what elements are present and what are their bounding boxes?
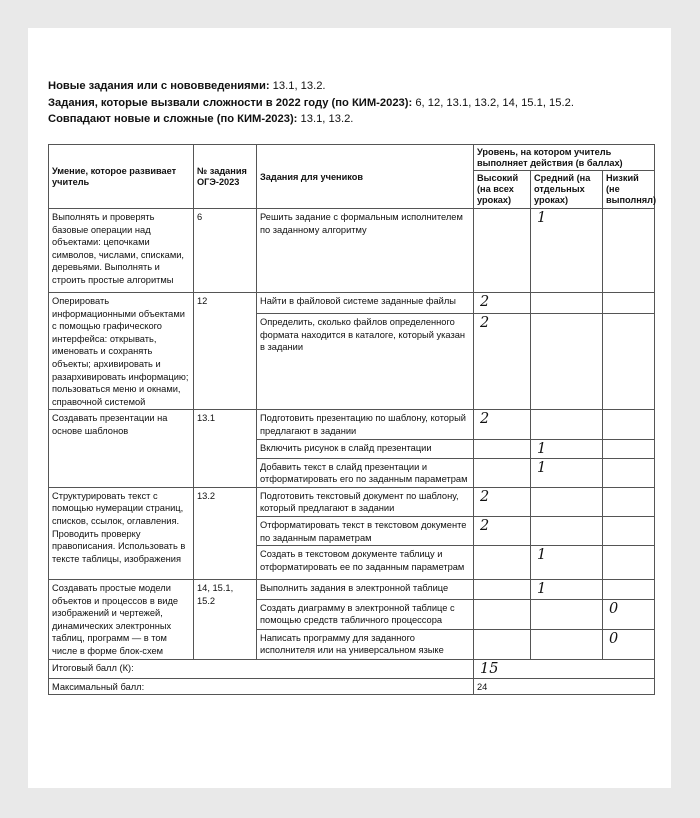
score-value: 1 (537, 440, 547, 457)
intro-line-overlap-value: 13.1, 13.2. (297, 113, 354, 125)
skill-cell: Оперировать информационными объектами с помощью графического интерфейса: открывать, именовать и сохранять объекты; архивировать и разархивировать информацию; пользоваться меню и окнами, справочной системой (49, 293, 194, 410)
score-low-cell (603, 599, 655, 629)
intro-line-new-value: 13.1, 13.2. (269, 80, 326, 92)
score-high-cell (474, 629, 531, 659)
score-medium-cell (531, 410, 603, 439)
score-medium-cell (531, 209, 603, 293)
skill-cell: Создавать презентации на основе шаблонов (49, 410, 194, 487)
skills-table (48, 144, 655, 695)
total-row (49, 659, 655, 678)
max-value: 24 (474, 678, 655, 695)
max-row (49, 678, 655, 695)
score-medium-cell (531, 439, 603, 458)
task-number-cell: 13.1 (194, 410, 257, 487)
task-cell: Подготовить презентацию по шаблону, который предлагают в задании (257, 410, 474, 439)
intro-line-new-label: Новые задания или с нововведениями: (48, 80, 270, 92)
score-medium-cell (531, 314, 603, 410)
table-row (49, 293, 655, 314)
score-high-cell (474, 487, 531, 516)
score-high-cell (474, 314, 531, 410)
score-high-cell (474, 516, 531, 545)
score-high-cell (474, 293, 531, 314)
task-cell: Решить задание с формальным исполнителем по заданному алгоритму (257, 209, 474, 293)
total-value: 15 (480, 660, 499, 677)
task-number-cell: 6 (194, 209, 257, 293)
intro-line-difficult (48, 95, 574, 112)
intro-block (48, 78, 574, 128)
skill-cell: Создавать простые модели объектов и процессов в виде изображений и чертежей, динамических электронных таблиц, программ — в том числе в форме блок-схем (49, 580, 194, 660)
score-value: 2 (480, 488, 490, 505)
score-high-cell (474, 546, 531, 580)
task-cell: Отформатировать текст в текстовом документе по заданным параметрам (257, 516, 474, 545)
score-low-cell (603, 546, 655, 580)
intro-line-new (48, 78, 574, 95)
document-page (28, 28, 671, 788)
score-low-cell (603, 439, 655, 458)
header-level: Уровень, на котором учитель выполняет действия (в баллах) (474, 145, 655, 171)
score-value: 2 (480, 315, 490, 332)
score-value: 1 (537, 210, 547, 226)
table-row (49, 410, 655, 439)
task-cell: Выполнить задания в электронной таблице (257, 580, 474, 600)
score-value: 2 (480, 294, 490, 310)
score-value: 1 (537, 547, 547, 564)
header-medium: Средний (на отдельных уроках) (531, 171, 603, 209)
score-high-cell (474, 458, 531, 487)
score-high-cell (474, 439, 531, 458)
score-medium-cell (531, 458, 603, 487)
total-label: Итоговый балл (К): (49, 659, 474, 678)
score-high-cell (474, 580, 531, 600)
score-low-cell (603, 516, 655, 545)
task-cell: Найти в файловой системе заданные файлы (257, 293, 474, 314)
header-low: Низкий (не выполнял) (603, 171, 655, 209)
score-high-cell (474, 410, 531, 439)
score-value: 1 (537, 581, 547, 598)
score-low-cell (603, 314, 655, 410)
score-medium-cell (531, 629, 603, 659)
score-low-cell (603, 629, 655, 659)
task-cell: Создать диаграмму в электронной таблице с помощью средств табличного процессора (257, 599, 474, 629)
header-tasks: Задания для учеников (257, 145, 474, 209)
task-cell: Подготовить текстовый документ по шаблону, который предлагают в задании (257, 487, 474, 516)
task-cell: Создать в текстовом документе таблицу и отформатировать ее по заданным параметрам (257, 546, 474, 580)
score-low-cell (603, 487, 655, 516)
score-low-cell (603, 293, 655, 314)
table-header-row (49, 145, 655, 171)
task-number-cell: 12 (194, 293, 257, 410)
score-value: 1 (537, 459, 547, 476)
header-task-number: № задания ОГЭ-2023 (194, 145, 257, 209)
task-cell: Определить, сколько файлов определенного формата находится в каталоге, который указан в задании (257, 314, 474, 410)
intro-line-overlap (48, 111, 574, 128)
score-value: 2 (480, 411, 490, 428)
table-row (49, 580, 655, 600)
score-value: 0 (609, 600, 619, 617)
score-low-cell (603, 580, 655, 600)
task-cell: Добавить текст в слайд презентации и отформатировать его по заданным параметрам (257, 458, 474, 487)
task-number-cell: 13.2 (194, 487, 257, 579)
score-medium-cell (531, 546, 603, 580)
intro-line-difficult-label: Задания, которые вызвали сложности в 2022 году (по КИМ-2023): (48, 96, 413, 109)
header-high: Высокий (на всех уроках) (474, 171, 531, 209)
score-high-cell (474, 209, 531, 293)
score-low-cell (603, 458, 655, 487)
task-number-cell: 14, 15.1, 15.2 (194, 580, 257, 660)
table-row (49, 487, 655, 516)
score-medium-cell (531, 516, 603, 545)
score-medium-cell (531, 487, 603, 516)
score-low-cell (603, 410, 655, 439)
score-medium-cell (531, 293, 603, 314)
table-row (49, 209, 655, 293)
header-skill: Умение, которое развивает учитель (49, 145, 194, 209)
skill-cell: Выполнять и проверять базовые операции над объектами: цепочками символов, числами, списками, деревьями. Выполнять и строить простые алгоритмы (49, 209, 194, 293)
score-value: 0 (609, 630, 619, 647)
score-medium-cell (531, 580, 603, 600)
intro-line-difficult-value: 6, 12, 13.1, 13.2, 14, 15.1, 15.2. (412, 96, 574, 109)
score-value: 2 (480, 517, 490, 534)
score-high-cell (474, 599, 531, 629)
intro-line-overlap-label: Совпадают новые и сложные (по КИМ-2023): (48, 113, 298, 125)
task-cell: Включить рисунок в слайд презентации (257, 439, 474, 458)
task-cell: Написать программу для заданного исполнителя или на универсальном языке (257, 629, 474, 659)
skill-cell: Структурировать текст с помощью нумерации страниц, списков, ссылок, оглавления. Проводить проверку правописания. Использовать в тексте таблицы, изображения (49, 487, 194, 579)
score-low-cell (603, 209, 655, 293)
max-label: Максимальный балл: (49, 678, 474, 695)
total-value-cell (474, 659, 655, 678)
score-medium-cell (531, 599, 603, 629)
